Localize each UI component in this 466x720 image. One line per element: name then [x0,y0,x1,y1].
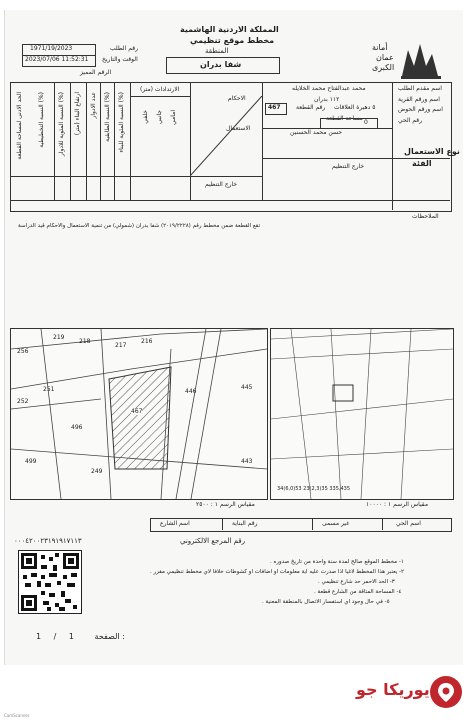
map-left [10,328,268,500]
map-label-496: 496 [71,424,83,431]
request-no-label: رقم الطلب [110,45,138,52]
map-label-446: 446 [185,388,197,395]
category-label: الفئة [412,159,432,168]
condition-4: ٤- المساحة المتاقة من الشارع قطعة . [314,589,402,595]
setbacks-label: الارتدادات (متر) [140,86,180,93]
ratio-col-7: النسبة المئوية للبناء (%) [118,92,125,153]
setback-side: جانبي [156,110,163,125]
condition-2: ٢- يعتبر هذا المخطط لاغيا اذا صدرت عليه اية معلومات او اضافات او كشوطات خلافا لاي مخطط تنظيمي مقرر . [150,569,404,575]
village-label: اسم ورقم القرية [398,96,440,103]
area-name: شفا بدران [200,60,242,69]
ratio-col-4: ارتفاع البناء (متر) [74,92,81,136]
datetime: 2023/07/06 11:52:31 [25,56,89,63]
zone-name-label: اسم الحي [396,520,421,527]
page-current: 1 [68,632,74,641]
map-label-219: 219 [53,334,65,341]
basin-label: اسم ورقم الحوض [398,106,443,113]
region-label: المنطقة [205,47,229,55]
qr-code [18,550,82,614]
map-label-249: 249 [91,468,103,475]
map-label-217: 217 [115,342,127,349]
street-name-label: اسم الشارع [160,520,190,527]
document-title: مخطط موقع تنظيمي [190,36,275,45]
ratio-col-6: النسبة الطابقية (%) [104,92,111,142]
plot-number: 467 [268,104,281,111]
receipt-label: الرقم المميز [80,69,112,76]
notes-label: الملاحظات [412,213,439,220]
map-right [270,328,454,500]
setback-rear: خلفي [142,110,149,124]
kingdom-title: المملكة الاردنية الهاشمية [180,25,279,34]
condition-1: ١- مخطط الموقع صالح لمدة سنة واحدة من تاريخ صدوره . [270,559,404,565]
plot-label: رقم القطعة [296,104,326,111]
page-indicator [36,632,125,641]
provisions-label: الاحكام [228,95,246,102]
map-right-coords: 34(6,0)53 23(2,3)35 335,435 [277,486,351,492]
outside-plan-2: خارج التنظيم [332,163,365,170]
amman-logo [398,36,444,82]
area-value: 0 [364,119,368,126]
ratio-col-5: عدد الادوار [90,92,97,119]
ratio-col-1: الحد الادنى لمساحة القطعة [16,92,23,160]
map-label-251: 251 [43,386,55,393]
request-no: 1971/19/2023 [30,45,73,52]
map-label-216: 216 [141,338,153,345]
usage-col-label: الاستعمال [226,125,251,132]
page-label: الصفحة : [94,632,125,641]
scale-right: مقياس الرسم ١ : ١٠٠٠٠ [366,501,429,508]
page-sep: / [53,632,57,641]
logo-text-3: الكبرى [372,63,395,72]
camscanner-mark: CamScanner [4,713,30,718]
applicant-name-label: اسم مقدم الطلب [398,85,442,92]
applicant-name: محمد عبدالفتاح محمد الخلايله [292,85,366,92]
map-label-499: 499 [25,458,37,465]
logo-text-1: أمانة [372,43,388,52]
condition-5: ٥- في حال وجود اي استفسار الاتصال بالمنطقة المعنية . [262,599,390,605]
reference-label: رقم المرجع الالكتروني [180,537,245,545]
map-label-218: 218 [79,338,91,345]
logo-text-2: عمان [376,53,394,62]
map-label-443: 443 [241,458,253,465]
map-label-256: 256 [17,348,29,355]
ratio-col-2: النسبة التخطيطية (%) [38,92,45,148]
setback-front: امامي [170,110,177,125]
village: ١١٢ بدران [314,96,340,103]
condition-3: ٣- الحد الاحمر حد شارع تنظيمي . [318,579,395,585]
basin: ٥ دهيرة العلاقات [334,104,376,111]
usage-type-label: نوع الاستعمال [404,147,460,156]
brand-text: يوريكا جو [356,680,430,699]
building-no-label: رقم البناية [232,520,258,527]
zone-label: رقم الحي [398,117,423,124]
outside-plan-1: خارج التنظيم [205,181,238,188]
scale-left: مقياس الرسم ١ : ٢٥٠٠ [196,501,255,508]
page-total: 1 [36,632,42,641]
map-label-252: 252 [17,398,29,405]
datetime-label: الوقت والتاريخ [102,56,138,63]
ratio-col-3: النسبة المئوية للادوار (%) [58,92,65,157]
building-no: غير مسمى [322,520,350,527]
map-label-467: 467 [131,408,143,415]
brand-logo-icon [430,676,462,708]
diagonal-line [190,96,262,176]
notes-text: تقع القطعة ضمن مخطط رقم (٢٠١٩/٢٢٢٨) شفا بدران (شمولي) من تنمية الاستعمال والاحكام قيد الدراسة [18,223,261,229]
reference-value: ٠٠٠٤٢٠٠٢٣١٩١٩١٧١١٣ [14,537,82,545]
map-label-445: 445 [241,384,253,391]
area-value-box [320,115,378,129]
area-label-field: مساحة القطعة [326,115,363,122]
district-name: حسن محمد الحسنين [290,129,343,136]
